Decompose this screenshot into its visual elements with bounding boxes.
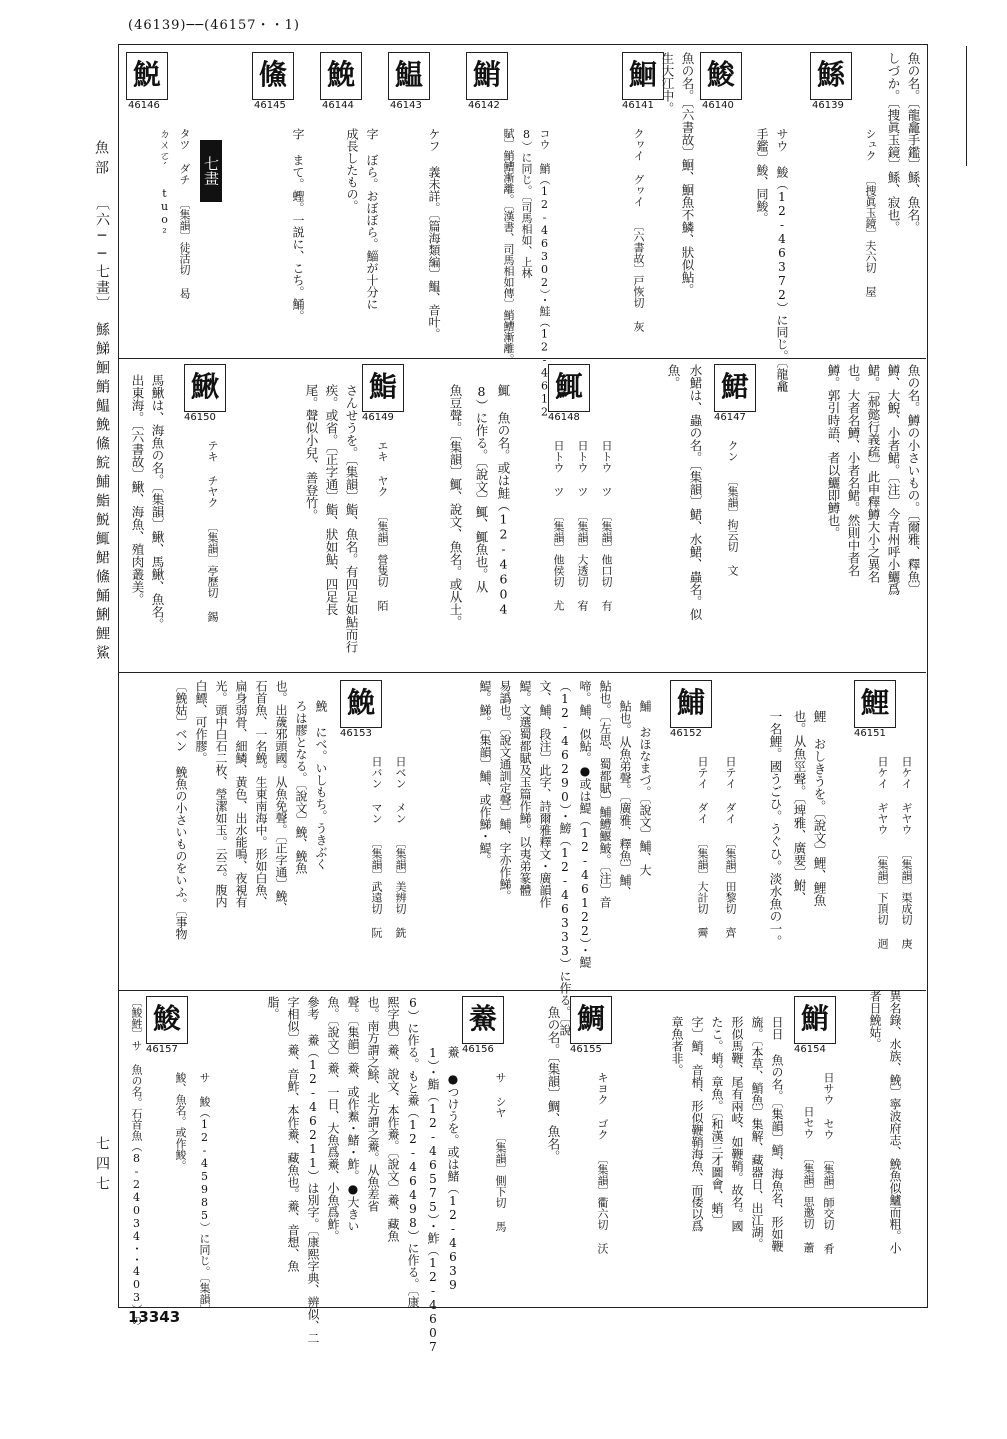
entry-reading: 日トウ ツ 〔集韻〕他口切 有 — [600, 440, 613, 611]
entry-line: 白鰾、可作膠。 — [194, 680, 208, 764]
entry-46155 — [530, 996, 626, 1300]
entry-headword: 鰛 — [388, 52, 430, 100]
entry-reading: 日テイ ダイ 〔集韻〕大計切 霽 — [696, 756, 709, 938]
entry-headword: 鮹 — [466, 52, 508, 100]
entry-line: 魚の名。〔集韻〕鯛、魚名。 — [546, 1006, 561, 1163]
entry-number: 46155 — [570, 1044, 602, 1055]
entry-line: 出東海。〔六書故〕鰍、海魚、殖肉叢美。 — [130, 374, 145, 606]
entry-46156 — [256, 996, 526, 1354]
entry-reading: 日ケイ ギヤウ 〔集韻〕渠成切 庚 — [900, 756, 913, 949]
entry-line: 啼。鯆、似鮎。●或は鯷（12-46122）・鯷 — [578, 680, 592, 968]
entry-line: 易譌也。〔說文通訓定聲〕鯆、字亦作鮷。 — [498, 680, 512, 902]
entry-line: 魚の名。〔龍龕手鑑〕鯀、魚名。 — [906, 52, 921, 234]
entry-reading: 日セウ 〔集韻〕思邀切 蕭 — [802, 1106, 815, 1253]
entry-number: 46142 — [468, 100, 500, 111]
entry-number: 46154 — [794, 1044, 826, 1055]
entry-line: 8）に作る。〔說文〕鮿、鮿魚也。从 — [474, 384, 489, 593]
entry-line: 水鮶は、蟲の名。〔集韻〕鮶、水鮶、蟲名。似 — [688, 364, 703, 621]
side-page-kanji: 七四七 — [94, 1136, 110, 1196]
entry-line: 8）に同じ。〔司馬相如、上林 — [520, 128, 533, 279]
entry-number: 46147 — [714, 412, 746, 423]
entry-headword: 鯀 — [810, 52, 852, 100]
entry-line: 〔鮸姑〕ベン 鮸魚の小さいものをいふ。〔事物 — [174, 680, 188, 940]
entry-reading: キヨク ゴク 〔集韻〕衢六切 沃 — [596, 1072, 609, 1254]
entry-reading: シュク 〔捜眞玉鏡〕夫六切 屋 — [864, 128, 877, 297]
row-divider — [118, 990, 926, 991]
entry-line: 鯷。鮷。〔集韻〕鯆、或作鮷・鯷。 — [478, 680, 492, 866]
side-char-list: 鯀鮷鮰鮹鰛鮸鯈鯇鯆鮨鮵鮿鮶鯈鯒鯏鯉鯊 — [94, 322, 110, 664]
entry-headword: 鮻 — [146, 996, 188, 1044]
entry-line: 光。頭中白石二枚、瑩潔如玉。云云。腹内 — [214, 680, 228, 908]
entry-headword: 鮵 — [126, 52, 168, 100]
entry-line: 魚の名。〔六書故〕鮰、鮰魚不鱗、狀似鮎。 — [680, 52, 695, 296]
entry-line: 熙字典〕鯗、說文、本作鯗。〔說文〕鯗、藏魚 — [386, 996, 400, 1242]
entry-headword: 鮿 — [548, 364, 590, 412]
entry-46148 — [438, 364, 646, 668]
entry-line: 鱒、大鯢、小者鮶。〔注〕今青州呼小鱺爲 — [886, 364, 901, 596]
entry-line: 6）に作る。もと鯗（12-46498）に作る。〔康 — [406, 996, 420, 1308]
entry-reading: サ シヤ 〔集韻〕側下切 馬 — [494, 1072, 507, 1232]
entry-reading: 日サウ セウ 〔集韻〕師交切 肴 — [822, 1072, 835, 1254]
entry-line: 異名錄、水族、鮸〕寧波府志、鮸魚似鱸而粗。小 — [888, 990, 902, 1254]
entry-line: 鯆 おほなまづ。〔說文〕鯆、大 — [638, 700, 652, 876]
entry-line: 鱒。郭引時語、者以鱺即鱒也。 — [826, 364, 841, 539]
entry-line: 手鑑〕鮻、同鮻。 — [755, 128, 769, 224]
margin-rule — [966, 46, 973, 166]
entry-line: 馬鰍は、海魚の名。〔集韻〕鰍、馬鰍、魚名。 — [150, 374, 165, 631]
entry-line: 一名鯉。國うごひ。うぐひ。淡水魚の一。 — [768, 710, 783, 948]
entry-line: 參考 鯗（12-46211）は別字。〔康熙字典、辨似、二 — [306, 996, 320, 1344]
entry-46141 — [560, 52, 696, 352]
entry-line: ㄉㄨㄛˊ tuo² — [158, 128, 171, 239]
entry-headword: 鮶 — [714, 364, 756, 412]
entry-line: 文、鯆、段注〕此字、詩爾雅釋文・廣韻作 — [538, 680, 552, 908]
entry-headword: 鮸 — [320, 52, 362, 100]
entry-line: 也。从魚巠聲。〔埤雅、廣要〕鮒、 — [792, 710, 807, 904]
entry-number: 46144 — [322, 100, 354, 111]
entry-headword: 鯆 — [670, 680, 712, 728]
entry-line: コウ 鮹（12-46302）・鮭（12-4612 — [538, 128, 551, 419]
entry-line: 賦〕鮹鰽漸離。〔漢書、司馬相如傳〕鮹鰽漸離。 — [502, 128, 515, 365]
entry-number: 46157 — [146, 1044, 178, 1055]
entry-headword: 鯉 — [854, 680, 896, 728]
entry-line: 字〕鮹、音梢、形似鞭鞘海魚、而倭以爲 — [690, 1016, 704, 1232]
entry-headword: 鮨 — [362, 364, 404, 412]
entry-46150 — [126, 364, 296, 668]
entry-reading: エキ ヤク 〔集韻〕營隻切 陌 — [376, 440, 389, 611]
entry-headword: 鮸 — [340, 680, 382, 728]
entry-headword: 鯗 — [462, 996, 504, 1044]
entry-line: 尾。聲似小兒、善登竹。 — [304, 384, 319, 522]
entry-reading: 日テイ ダイ 〔集韻〕田黎切 齊 — [724, 756, 737, 938]
entry-reading: テキ チヤク 〔集韻〕亭歷切 錫 — [206, 440, 219, 622]
entry-headword: 鰍 — [184, 364, 226, 412]
entry-46143 — [388, 52, 462, 352]
entry-line: 也。南方謂之鮽、北方謂之鯗。从魚差省 — [366, 996, 380, 1212]
entry-line: 鮻、魚名。或作鮻。 — [174, 1072, 187, 1171]
entry-line: サ 鮻（12-45985）に同じ。〔集韻〕 — [198, 1072, 211, 1316]
entry-46152 — [430, 680, 746, 1036]
entry-number: 46153 — [340, 728, 372, 739]
entry-line: 生大江中。 — [660, 52, 675, 115]
header-range: (46139)──(46157・・1) — [128, 18, 300, 33]
entry-number: 46141 — [622, 100, 654, 111]
entry-line: 鯉 おしきうを。〔說文〕鯉、鯉魚 — [812, 710, 827, 907]
entry-46145 — [252, 52, 316, 352]
entry-number: 46152 — [670, 728, 702, 739]
entry-line: 魚。〔說文〕鯗、一日、大魚爲鯗、小魚爲鮓。 — [326, 996, 340, 1242]
entry-line: 字 ぼら。おぼぼら。鯔が十分に — [365, 128, 379, 310]
entry-line: 字 まて。蟶。一説に、こち。鯒。 — [291, 128, 305, 322]
entry-line: 魚の名。鱒の小さいもの。〔爾雅、釋魚〕 — [906, 364, 921, 596]
entry-headword: 鯈 — [252, 52, 294, 100]
entry-line: 章魚者非。 — [670, 1016, 684, 1076]
entry-46142 — [466, 52, 556, 419]
entry-line: サウ 鮻（12-46372）に同じ。〔龍龕 — [775, 128, 789, 392]
section-badge: 七畫 — [200, 140, 222, 202]
entry-line: 1）・鮨（12-46575）・鮓（12-4607 — [426, 1046, 440, 1354]
entry-line: 聲。〔集韻〕鯗、或作鮺・鯺・鮓。●大きい — [346, 996, 360, 1232]
entry-headword: 鮹 — [794, 996, 836, 1044]
entry-line: 石首魚、一名鮸。生東南海中。形如白魚、 — [254, 680, 268, 908]
entry-number: 46150 — [184, 412, 216, 423]
entry-line: 鮿 魚の名。或は鮭（12-4604 — [496, 384, 511, 617]
entry-line: 字相似〕鯗、音鮓、本作鯗、藏魚也。鯗、音想、魚 — [286, 996, 300, 1272]
entry-46147 — [650, 364, 922, 668]
entry-line: しづか。〔捜眞玉鏡〕鯀、寂也。 — [886, 52, 901, 234]
entry-number: 46149 — [362, 412, 394, 423]
entry-line: （12-46290）・鰟（12-46333）に作る。〔說 — [558, 680, 572, 1036]
entry-line: 鮎也。从魚弟聲。〔廣雅、釋魚〕鯆、 — [618, 700, 632, 898]
entry-line: 旒。〔本草、鮹魚〕集解、藏器日、出江湖。 — [750, 1016, 764, 1250]
entry-headword: 鯛 — [570, 996, 612, 1044]
entry-reading: クン 〔集韻〕拘云切 文 — [726, 440, 739, 576]
entry-headword: 鮰 — [622, 52, 664, 100]
entry-number: 46140 — [702, 100, 734, 111]
entry-line: 者日鮸姑。 — [868, 990, 882, 1050]
entry-line: 鯷。文選蜀都賦及玉篇作鮷。以夷弟篆體 — [518, 680, 532, 896]
entry-46151 — [750, 680, 922, 986]
entry-headword: 鮻 — [700, 52, 742, 100]
entry-line: 日日 魚の名。〔集韻〕鮹、海魚名、形如鞭 — [770, 1016, 784, 1252]
entry-reading: 日バン マン 〔集韻〕武遠切 阮 — [370, 756, 383, 938]
entry-line: 鮶。〔郝懿行義疏〕此申釋鱒大小之異名 — [866, 364, 881, 583]
entry-line: ケフ 義未詳。〔篇海類編〕鰛、音叶。 — [427, 128, 441, 340]
entry-reading: 日トウ ツ 〔集韻〕大透切 宥 — [576, 440, 589, 611]
row-divider — [118, 672, 926, 673]
entry-line: 形似馬鞭、尾有兩岐、如鞭鞘。故名。國 — [730, 1016, 744, 1232]
entry-46144 — [320, 52, 384, 352]
entry-46154 — [630, 996, 840, 1300]
entry-line: タツ ダチ 〔集韻〕徒活切 曷 — [178, 128, 191, 299]
entry-reading: 日トウ ツ 〔集韻〕他侯切 尤 — [552, 440, 565, 611]
entry-number: 46146 — [128, 100, 160, 111]
entry-line: 鮸 にべ。いしもち。うきぶく — [314, 700, 328, 870]
entry-number: 46151 — [854, 728, 886, 739]
entry-line: 扁身弱骨、細鱗、黃色、出水能鳴、夜視有 — [234, 680, 248, 908]
entry-line: 疾。或省。〔正字通〕鮨、狀如鮎、四足長 — [324, 384, 339, 616]
entry-46140 — [700, 52, 800, 392]
entry-number: 46139 — [812, 100, 844, 111]
entry-number: 46145 — [254, 100, 286, 111]
entry-number: 46148 — [548, 412, 580, 423]
entry-line: 魚豆聲。〔集韻〕鮿、說文、魚名。或从土。 — [448, 384, 463, 628]
entry-46139 — [810, 52, 922, 352]
entry-reading: クヮイ グヮイ 〔六書故〕戸恢切 灰 — [632, 128, 645, 332]
entry-line: たこ。蛸。章魚。〔和漢三才圖會、蛸〕 — [710, 1016, 724, 1226]
entry-number: 46143 — [390, 100, 422, 111]
entry-line: 也。大者名鱒、小者名鮶。然則中者名 — [846, 364, 861, 577]
side-radical: 魚部 — [93, 140, 109, 180]
entry-46146 — [126, 52, 196, 352]
entry-reading: 日ケイ ギヤウ 〔集韻〕下頂切 迥 — [876, 756, 889, 949]
entry-line: さんせうを。〔集韻〕鮨、魚名。有四足如鮎而行 — [344, 384, 359, 653]
entry-line: 成長したもの。 — [345, 128, 359, 212]
footer-page-number: 13343 — [128, 1308, 181, 1326]
entry-46149 — [300, 364, 434, 668]
entry-line: 也。出薉邪頭國。从魚免聲。〔正字通〕鮸、 — [274, 680, 288, 914]
entry-line: 脂。 — [266, 996, 280, 1020]
entry-line: 鮎也。〔左思、蜀都賦〕鯆鱧鰋鮍。〔注〕音 — [598, 680, 612, 908]
entry-line: 鯗 ●つけうを。或は鯺（12-4639 — [446, 1046, 460, 1292]
entry-line: 〔鮻鮏〕サ 魚の名。石首魚（8-24034・・403）の — [130, 996, 143, 1326]
side-section: 〔六──七畫〕 — [94, 196, 110, 312]
entry-line: ろは膠となる。〔說文〕鮸、鮸魚 — [294, 700, 308, 874]
entry-number: 46156 — [462, 1044, 494, 1055]
entry-reading: 日ベン メン 〔集韻〕美辨切 銑 — [394, 756, 407, 938]
row-divider — [118, 358, 926, 359]
entry-line: 魚。 — [666, 364, 681, 389]
